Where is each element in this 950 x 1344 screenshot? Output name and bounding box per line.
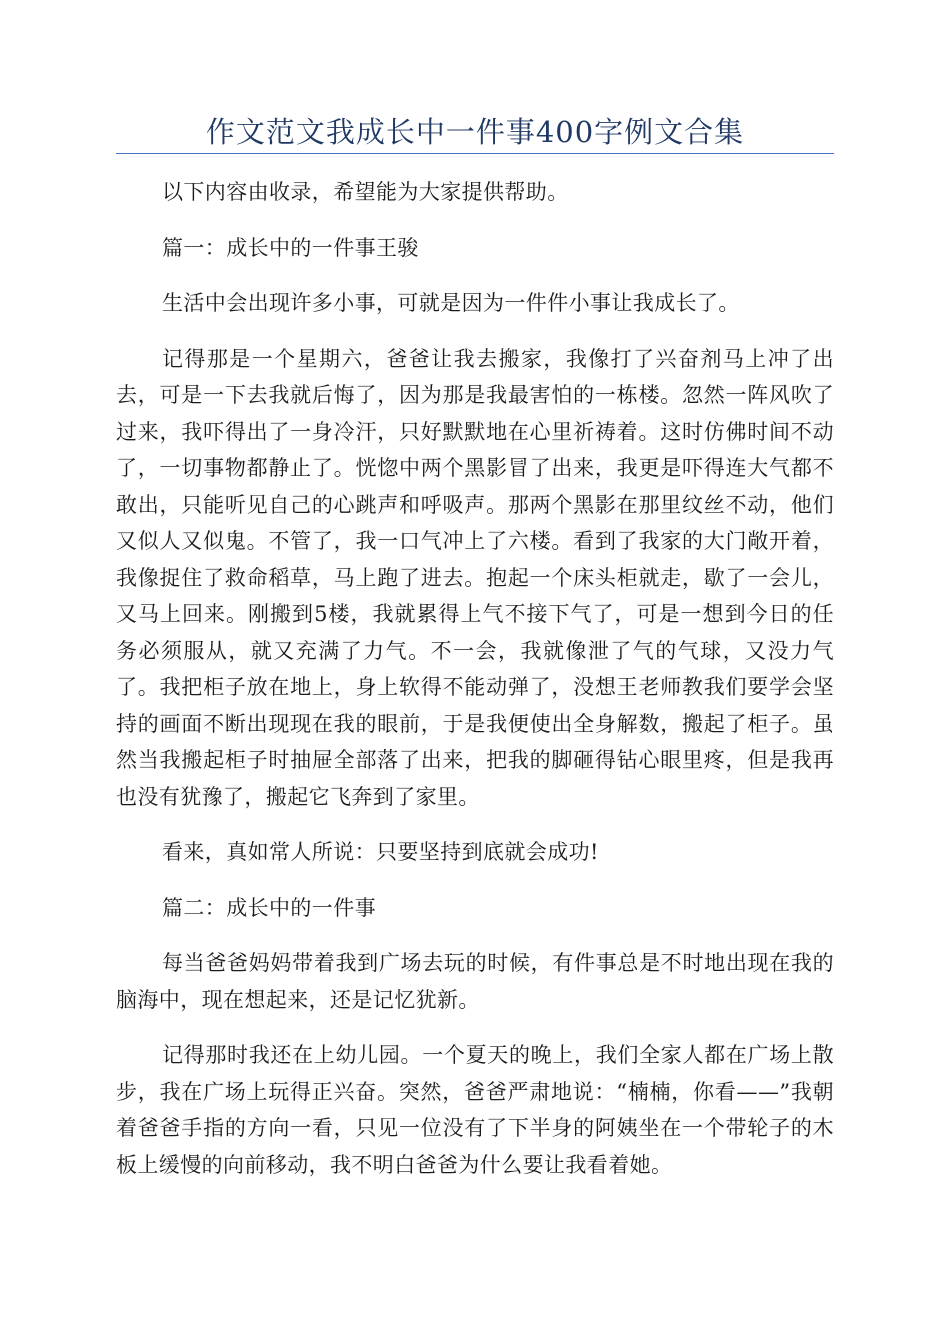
document-title: 作文范文我成长中一件事400字例文合集 bbox=[205, 115, 745, 149]
paragraph: 看来，真如常人所说：只要坚持到底就会成功! bbox=[162, 840, 599, 864]
title-underline bbox=[116, 153, 834, 154]
document-body bbox=[116, 174, 834, 1202]
paragraph: 每当爸爸妈妈带着我到广场去玩的时候，有件事总是不时地出现在我的脑海中，现在想起来，还是记忆犹新。 bbox=[116, 951, 834, 1012]
paragraph: 记得那时我还在上幼儿园。一个夏天的晚上，我们全家人都在广场上散步，我在广场上玩得正兴奋。突然，爸爸严肃地说：“楠楠，你看——”我朝着爸爸手指的方向一看，只见一位没有了下半身的阿姨坐在一个带轮子的木板上缓慢的向前移动，我不明白爸爸为什么要让我看着她。 bbox=[116, 1043, 834, 1177]
section-heading-1: 篇一：成长中的一件事王骏 bbox=[162, 235, 419, 260]
paragraph: 记得那是一个星期六，爸爸让我去搬家，我像打了兴奋剂马上冲了出去，可是一下去我就后悔了，因为那是我最害怕的一栋楼。忽然一阵风吹了过来，我吓得出了一身冷汗，只好默默地在心里祈祷着。这时仿佛时间不动了，一切事物都静止了。恍惚中两个黑影冒了出来，我更是吓得连大气都不敢出，只能听见自己的心跳声和呼吸声。那两个黑影在那里纹丝不动，他们又似人又似鬼。不管了，我一口气冲上了六楼。看到了我家的大门敞开着，我像捉住了救命稻草，马上跑了进去。抱起一个床头柜就走，歇了一会儿，又马上回来。刚搬到5楼，我就累得上气不接下气了，可是一想到今日的任务必须服从，就又充满了力气。不一会，我就像泄了气的气球，又没力气了。我把柜子放在地上，身上软得不能动弹了，没想王老师教我们要学会坚持的画面不断出现现在我的眼前，于是我便使出全身解数，搬起了柜子。虽然当我搬起柜子时抽屉全部落了出来，把我的脚砸得钻心眼里疼，但是我再也没有犹豫了，搬起它飞奔到了家里。 bbox=[116, 346, 834, 809]
paragraph: 生活中会出现许多小事，可就是因为一件件小事让我成长了。 bbox=[162, 291, 740, 315]
paragraph-intro: 以下内容由收录，希望能为大家提供帮助。 bbox=[162, 180, 569, 204]
section-heading-2: 篇二：成长中的一件事 bbox=[162, 895, 376, 920]
